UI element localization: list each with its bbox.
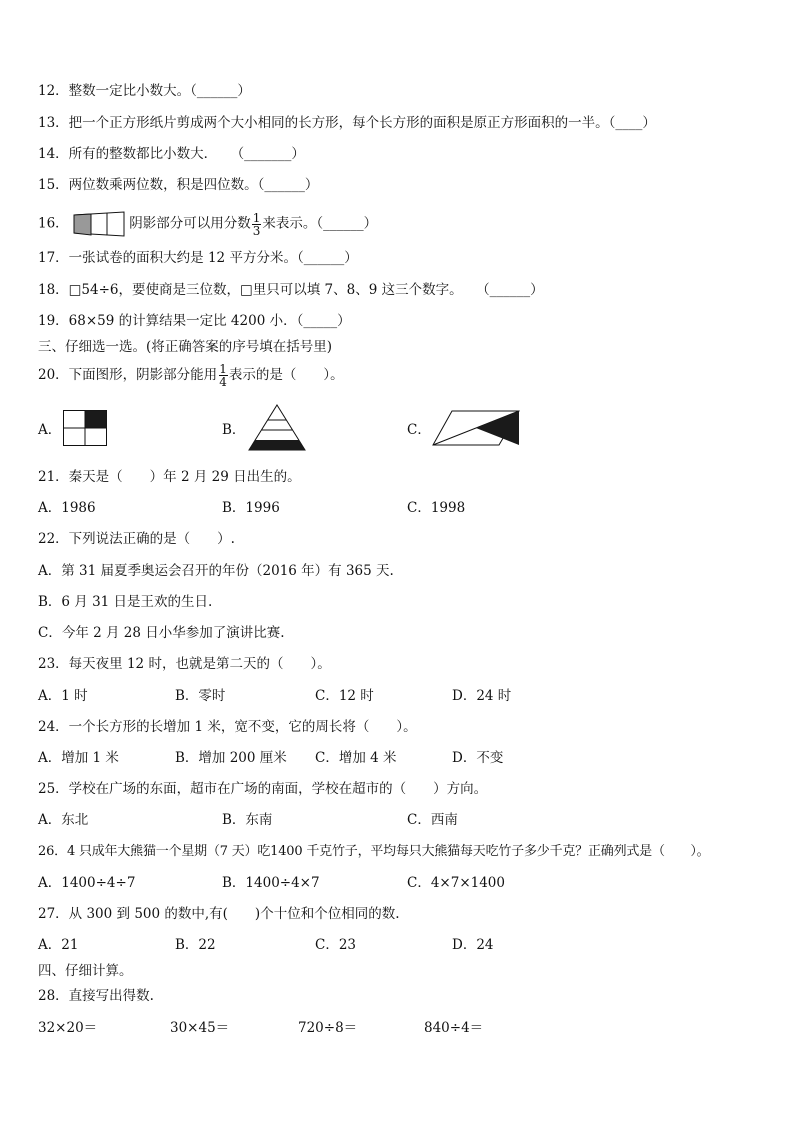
question-20-option-a: A． [38, 422, 62, 438]
question-20-option-b: B． [222, 422, 246, 438]
question-15: 15．两位数乘两位数，积是四位数。（______） [38, 177, 319, 193]
question-27: 27．从 300 到 500 的数中,有( )个十位和个位相同的数. [38, 906, 400, 922]
question-14: 14．所有的整数都比小数大． （_______） [38, 146, 305, 162]
question-27-option-d: D．24 [452, 937, 494, 953]
question-16-tail: 来表示。（______） [262, 215, 378, 232]
question-20-stem: 20．下面图形，阴影部分能用 [38, 367, 218, 383]
question-22-option-b: B．6 月 31 日是王欢的生日. [38, 594, 213, 610]
question-18: 18．□54÷6，要使商是三位数，□里只可以填 7、8、9 这三个数字。 （______） [38, 282, 544, 298]
question-24-option-a: A．增加 1 米 [38, 750, 119, 766]
question-25-option-b: B．东南 [222, 812, 273, 828]
trapezoid-figure-icon [73, 211, 125, 237]
question-13: 13．把一个正方形纸片剪成两个大小相同的长方形，每个长方形的面积是原正方形面积的一半。（____） [38, 115, 656, 131]
question-27-option-a: A．21 [38, 937, 79, 953]
question-23-option-d: D．24 时 [452, 688, 512, 704]
question-16-number: 16． [38, 215, 69, 232]
question-25-option-c: C．西南 [407, 812, 458, 828]
question-24: 24．一个长方形的长增加 1 米，宽不变，它的周长将（ ）。 [38, 719, 417, 735]
calc-item-2: 30×45＝ [170, 1020, 230, 1036]
question-20-tail: 表示的是（ ）。 [228, 367, 344, 383]
question-21-option-b: B．1996 [222, 500, 280, 516]
question-27-option-b: B．22 [175, 937, 216, 953]
question-24-option-c: C．增加 4 米 [315, 750, 397, 766]
section-4-heading: 四、仔细计算。 [38, 963, 133, 979]
calc-item-4: 840÷4＝ [424, 1020, 484, 1036]
question-22-option-c: C．今年 2 月 28 日小华参加了演讲比赛. [38, 625, 285, 641]
question-20-option-c: C． [407, 422, 431, 438]
question-21-option-a: A．1986 [38, 500, 96, 516]
calc-item-3: 720÷8＝ [298, 1020, 358, 1036]
question-25-option-a: A．东北 [38, 812, 89, 828]
calc-item-1: 32×20＝ [38, 1020, 98, 1036]
question-19: 19．68×59 的计算结果一定比 4200 小．（_____） [38, 313, 351, 329]
fraction-one-third: $\frac{1}{3}$ [252, 210, 261, 238]
question-26-option-a: A．1400÷4÷7 [38, 875, 136, 891]
fraction-one-quarter: $\frac{1}{4}$ [219, 362, 227, 389]
triangle-figure-icon [247, 404, 307, 452]
question-23-option-b: B．零时 [175, 688, 226, 704]
question-22-option-a: A．第 31 届夏季奥运会召开的年份（2016 年）有 365 天. [38, 563, 394, 579]
question-23-option-a: A．1 时 [38, 688, 88, 704]
question-21: 21．秦天是（ ）年 2 月 29 日出生的。 [38, 469, 301, 485]
question-16-figure [73, 211, 125, 237]
parallelogram-figure-icon [432, 410, 520, 446]
question-23: 23．每天夜里 12 时，也就是第二天的（ ）。 [38, 656, 331, 672]
question-28: 28．直接写出得数. [38, 988, 154, 1004]
question-26-option-c: C．4×7×1400 [407, 875, 505, 891]
question-27-option-c: C．23 [315, 937, 357, 953]
question-24-option-b: B．增加 200 厘米 [175, 750, 287, 766]
question-12: 12．整数一定比小数大。（______） [38, 83, 251, 99]
section-3-heading: 三、仔细选一选。(将正确答案的序号填在括号里) [38, 339, 333, 355]
question-20 [38, 363, 344, 388]
question-26-option-b: B．1400÷4×7 [222, 875, 320, 891]
question-24-option-d: D．不变 [452, 750, 504, 766]
question-25: 25．学校在广场的东面，超市在广场的南面，学校在超市的（ ）方向。 [38, 781, 488, 797]
question-16-stem: 阴影部分可以用分数 [129, 215, 251, 232]
question-22: 22．下列说法正确的是（ ）. [38, 531, 235, 547]
question-16 [38, 211, 377, 237]
question-23-option-c: C．12 时 [315, 688, 374, 704]
question-17: 17．一张试卷的面积大约是 12 平方分米。（______） [38, 250, 358, 266]
grid-square-figure-icon [63, 410, 107, 446]
question-21-option-c: C．1998 [407, 500, 466, 516]
question-26: 26．4 只成年大熊猫一个星期（7 天）吃1400 千克竹子，平均每只大熊猫每天吃竹子多少千克？正确列式是（ ）。 [38, 844, 710, 859]
